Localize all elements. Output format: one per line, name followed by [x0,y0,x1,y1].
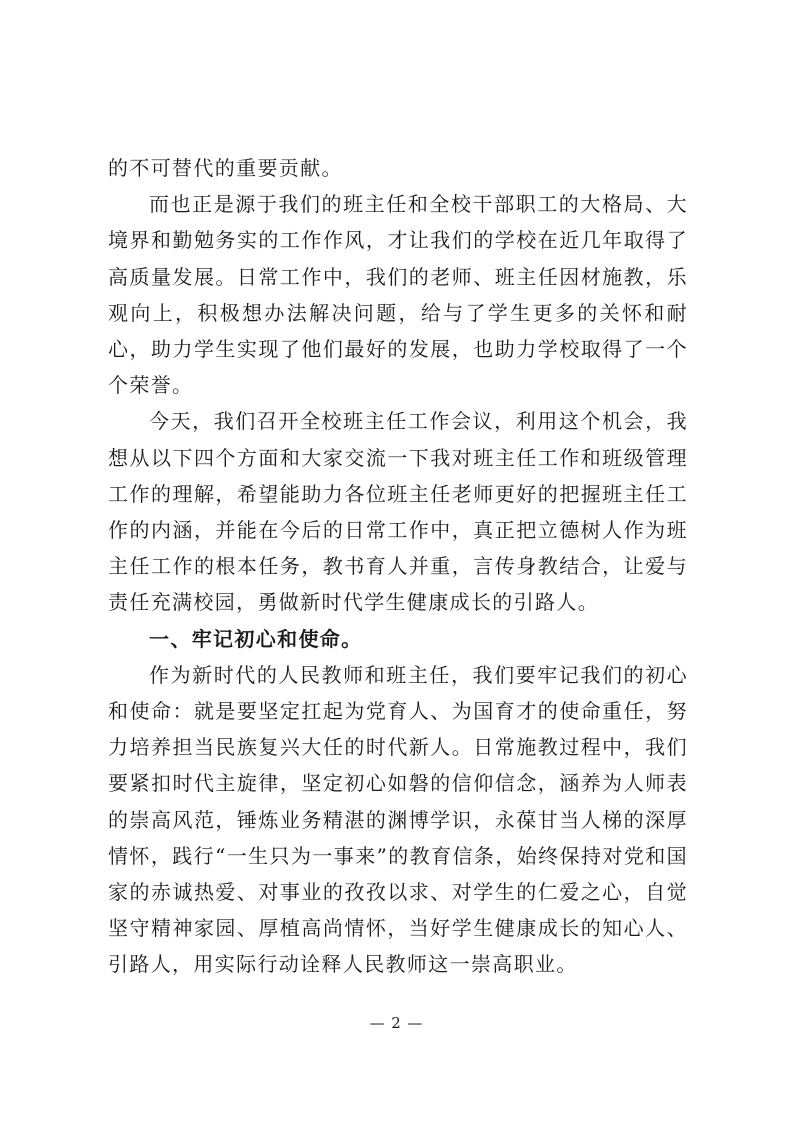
continuation-paragraph: 的不可替代的重要贡献。 [108,156,343,180]
section-heading: 一、牢记初心和使命。 [149,626,363,651]
paragraph-achievements: 而也正是源于我们的班主任和全校干部职工的大格局、大境界和勤勉务实的工作作风，才让我们的学校在近几年取得了高质量发展。日常工作中，我们的老师、班主任因材施教，乐观向上，积极想办法解决问题，给与了学生更多的关怀和耐心，助力学生实现了他们最好的发展，也助力学校取得了一个个荣誉。 [108,192,688,398]
document-body [108,150,688,983]
page-number: — 2 — [369,1014,424,1032]
paragraph-mission: 作为新时代的人民教师和班主任，我们要牢记我们的初心和使命：就是要坚定扛起为党育人、为国育才的使命重任，努力培养担当民族复兴大任的时代新人。日常施教过程中，我们要紧扣时代主旋律，坚定初心如磐的信仰信念，涵养为人师表的崇高风范，锤炼业务精湛的渊博学识，永葆甘当人梯的深厚情怀，践行“一生只为一事来”的教育信条，始终保持对党和国家的赤诚热爱、对事业的孜孜以求、对学生的仁爱之心，自觉坚守精神家园、厚植高尚情怀，当好学生健康成长的知心人、引路人，用实际行动诠释人民教师这一崇高职业。 [108,662,688,977]
paragraph-meeting-intro: 今天，我们召开全校班主任工作会议，利用这个机会，我想从以下四个方面和大家交流一下我对班主任工作和班级管理工作的理解，希望能助力各位班主任老师更好的把握班主任工作的内涵，并能在今后的日常工作中，真正把立德树人作为班主任工作的根本任务，教书育人并重，言传身教结合，让爱与责任充满校园，勇做新时代学生健康成长的引路人。 [108,409,688,615]
